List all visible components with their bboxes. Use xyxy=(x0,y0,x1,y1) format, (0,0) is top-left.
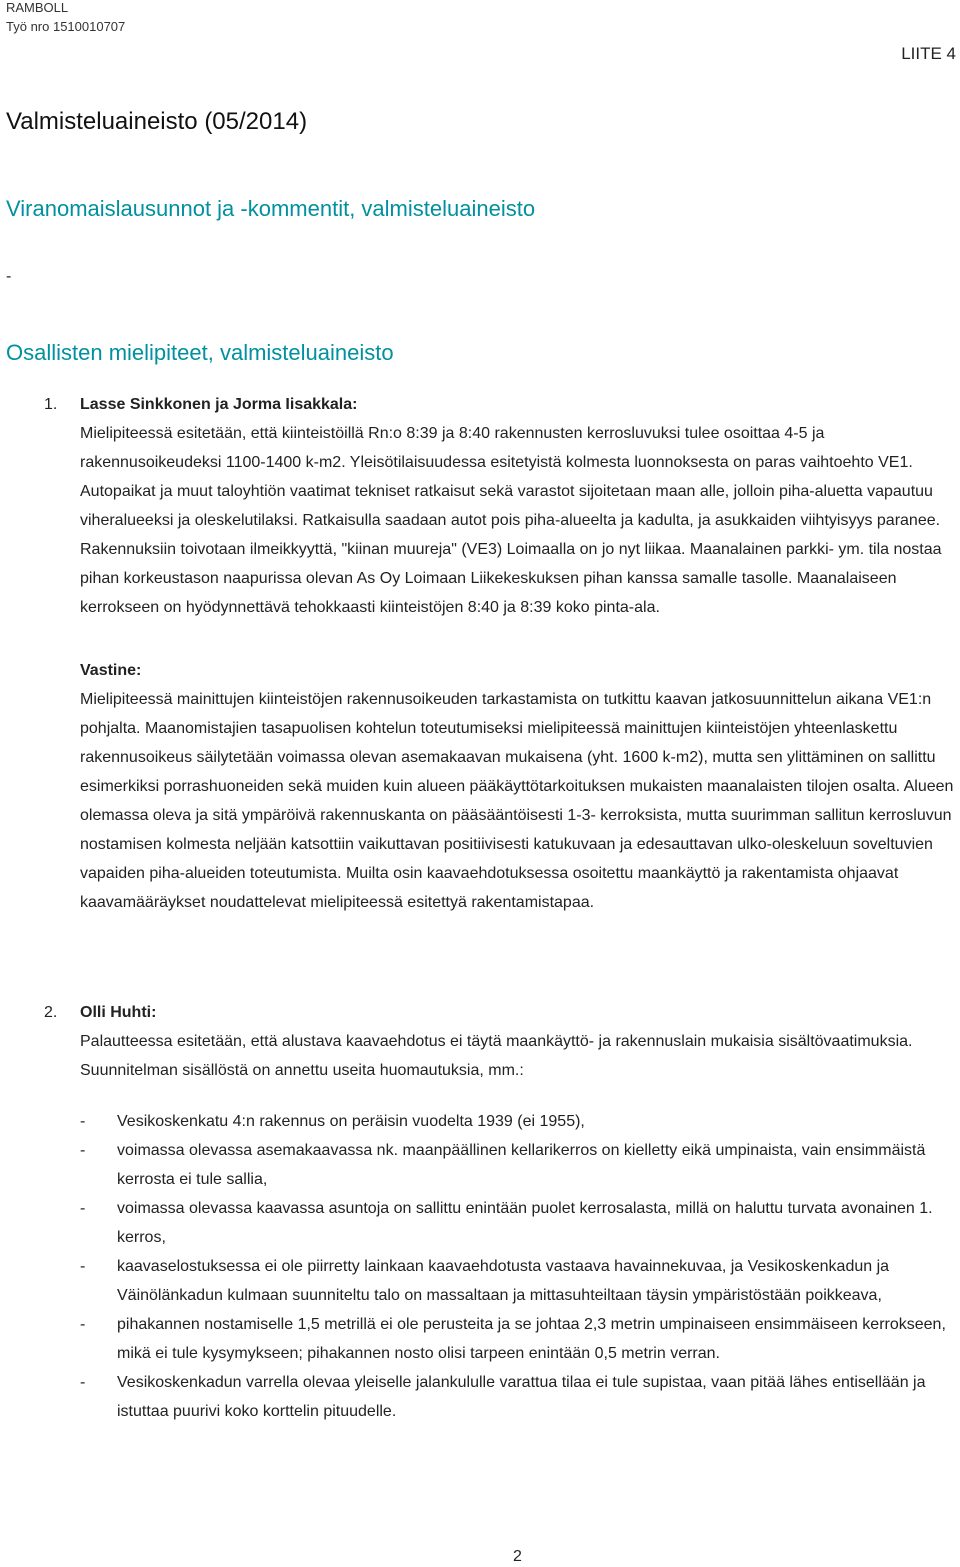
response-label: Vastine: xyxy=(80,662,142,679)
list-item: - Vesikoskenkadun varrella olevaa yleiselle jalankululle varattua tilaa ei tule supistaa, vaan pitää lähes entisellään ja istuttaa puurivi koko korttelin pituudelle. xyxy=(80,1368,958,1426)
opinion-author: Lasse Sinkkonen ja Jorma Iisakkala: xyxy=(80,396,358,413)
list-dash: - xyxy=(80,1142,86,1159)
section-heading-authorities: Viranomaislausunnot ja -kommentit, valmisteluaineisto xyxy=(6,196,536,221)
opinion-item-1 xyxy=(80,390,958,917)
remarks-list xyxy=(80,1107,958,1426)
document-title: Valmisteluaineisto (05/2014) xyxy=(6,108,308,135)
opinion-text: Mielipiteessä esitetään, että kiinteistöillä Rn:o 8:39 ja 8:40 rakennusten kerrosluvuksi tulee osoittaa 4-5 ja rakennusoikeudeksi 1100-1400 k-m2. Yleisötilaisuudessa esitetyistä kolmesta luonnoksesta on paras vaihtoehto VE1. Autopaikat ja muut taloyhtiön vaatimat tekniset ratkaisut sekä varastot sijoitetaan maan alle, jolloin piha-aluetta vapautuu viheralueeksi ja oleskelutilaksi. Ratkaisulla saadaan autot pois piha-alueelta ja kadulta, ja asukkaiden viihtyisyys paranee. Rakennuksiin toivotaan ilmeikkyyttä, "kiinan muureja" (VE3) Loimaalla on jo nyt liikaa. Maanalainen parkki- ym. tila nostaa pihan korkeustason naapurissa olevan As Oy Loimaan Liikekeskuksen pihan kanssa samalle tasolle. Maanalaiseen kerrokseen on hyödynnettävä tehokkaasti kiinteistöjen 8:40 ja 8:39 koko pinta-ala. xyxy=(80,425,942,616)
list-item: - voimassa olevassa kaavassa asuntoja on sallittu enintään puolet kerrosalasta, millä on haluttu turvata avonainen 1. kerros, xyxy=(80,1194,958,1252)
work-number: Työ nro 1510010707 xyxy=(6,19,126,34)
section-heading-opinions: Osallisten mielipiteet, valmisteluaineisto xyxy=(6,340,394,365)
opinion-author: Olli Huhti: xyxy=(80,1004,157,1021)
item-number: 1. xyxy=(44,396,58,413)
list-dash: - xyxy=(80,1374,86,1391)
appendix-label: LIITE 4 xyxy=(901,44,956,63)
opinion-text: Palautteessa esitetään, että alustava kaavaehdotus ei täytä maankäyttö- ja rakennuslain mukaisia sisältövaatimuksia. Suunnitelman sisällöstä on annettu useita huomautuksia, mm.: xyxy=(80,1033,913,1079)
opinion-item-2 xyxy=(80,998,958,1426)
page-number: 2 xyxy=(513,1548,522,1565)
list-item: - Vesikoskenkatu 4:n rakennus on peräisin vuodelta 1939 (ei 1955), xyxy=(80,1107,958,1136)
list-item: - kaavaselostuksessa ei ole piirretty lainkaan kaavaehdotusta vastaava havainnekuvaa, ja Vesikoskenkadun ja Väinölänkadun kulmaan suunniteltu talo on massaltaan ja mittasuhteiltaan täysin ympäristöstään poikkeava, xyxy=(80,1252,958,1310)
company-name: RAMBOLL xyxy=(6,0,69,15)
list-dash: - xyxy=(80,1200,86,1217)
list-dash: - xyxy=(80,1113,86,1130)
empty-section-dash: - xyxy=(6,268,12,285)
list-dash: - xyxy=(80,1316,86,1333)
list-dash: - xyxy=(80,1258,86,1275)
item-number: 2. xyxy=(44,1004,58,1021)
response-text: Mielipiteessä mainittujen kiinteistöjen rakennusoikeuden tarkastamista on tutkittu kaavan jatkosuunnittelun aikana VE1:n pohjalta. Maanomistajien tasapuolisen kohtelun toteutumiseksi mielipiteessä mainittujen kiinteistöjen yhteenlaskettu rakennusoikeus säilytetään voimassa olevan asemakaavan mukaisena (yht. 1600 k-m2), mutta sen ylittäminen on sallittu esimerkiksi porrashuoneiden sekä muiden kuin alueen pääkäyttötarkoituksen mukaisten maanalaisten tilojen osalta. Alueen olemassa oleva ja sitä ympäröivä rakennuskanta on pääsääntöisesti 1-3- kerroksista, mutta suurimman sallitun kerrosluvun nostamisen kolmesta neljään katsottiin vaikuttavan positiivisesti katukuvaan ja edesauttavan ulko-oleskeluun soveltuvien vapaiden piha-alueiden toteutumista. Muilta osin kaavaehdotuksessa osoitettu maankäyttö ja rakentamista ohjaavat kaavamääräykset noudattelevat mielipiteessä esitettyä rakentamistapaa. xyxy=(80,691,954,911)
list-item: - voimassa olevassa asemakaavassa nk. maanpäällinen kellarikerros on kielletty eikä umpinaista, vain ensimmäistä kerrosta ei tule sallia, xyxy=(80,1136,958,1194)
list-item: - pihakannen nostamiselle 1,5 metrillä ei ole perusteita ja se johtaa 2,3 metrin umpinaiseen ensimmäiseen kerrokseen, mikä ei tule kysymykseen; pihakannen nosto olisi tarpeen enintään 0,5 metrin verran. xyxy=(80,1310,958,1368)
